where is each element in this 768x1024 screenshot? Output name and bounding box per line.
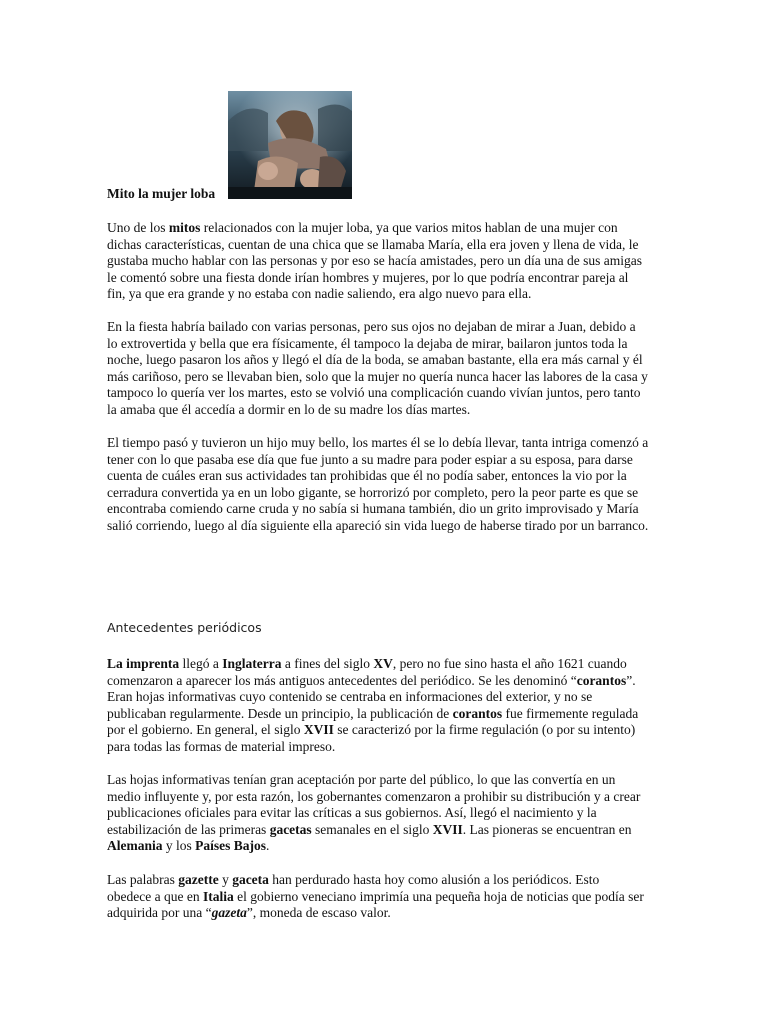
werewolf-woman-photo bbox=[228, 91, 352, 199]
text-run: obedece a que en bbox=[107, 888, 203, 904]
story-paragraph-3 bbox=[107, 435, 667, 535]
text-line bbox=[107, 369, 667, 386]
text-line bbox=[107, 501, 667, 518]
bold-term: gazette bbox=[178, 872, 219, 887]
text-run: la amaba que él accedía a dormir en lo de su madre los días martes. bbox=[107, 401, 471, 417]
section-heading: Antecedentes periódicos bbox=[107, 620, 262, 635]
text-run: Uno de los bbox=[107, 220, 169, 235]
text-line bbox=[107, 237, 667, 254]
text-run: semanales en el siglo bbox=[311, 821, 433, 837]
bold-term: corantos bbox=[576, 672, 627, 688]
text-run: ”. bbox=[626, 672, 636, 688]
text-line bbox=[107, 385, 667, 402]
text-line bbox=[107, 518, 667, 535]
text-run: Las hojas informativas tenían gran aceptación por parte del público, lo que las convertía en un bbox=[107, 772, 616, 787]
bold-term: Alemania bbox=[107, 838, 163, 854]
bold-term: mitos bbox=[168, 220, 201, 235]
text-run: han perdurado hasta hoy como alusión a los periódicos. Esto bbox=[268, 872, 600, 887]
bold-term: XV bbox=[373, 656, 393, 671]
text-run: y los bbox=[162, 838, 196, 854]
text-line bbox=[107, 872, 667, 889]
text-run: Eran hojas informativas cuyo contenido se centraba en informaciones del exterior, y no se bbox=[107, 689, 593, 705]
text-line bbox=[107, 402, 667, 419]
story-paragraph-1 bbox=[107, 220, 667, 303]
bold-term: gaceta bbox=[232, 872, 269, 887]
text-line bbox=[107, 673, 667, 690]
story-title: Mito la mujer loba bbox=[107, 186, 216, 201]
history-paragraph-1 bbox=[107, 656, 667, 756]
text-run: medio influyente y, por esta razón, los gobernantes comenzaron a prohibir su distribución y a crear bbox=[107, 788, 641, 804]
text-line bbox=[107, 772, 667, 789]
bold-term: corantos bbox=[452, 705, 503, 721]
text-run: llegó a bbox=[179, 656, 223, 671]
text-run: . bbox=[266, 838, 270, 854]
text-run: tampoco lo quería ver los martes, esto se volvió una complicación cuando vivían juntos, pero tanto bbox=[107, 385, 641, 401]
text-run: fue firmemente regulada bbox=[502, 705, 639, 721]
text-line bbox=[107, 485, 667, 502]
text-run: En la fiesta habría bailado con varias personas, pero sus ojos no dejaban de mirar a Juan, debido a bbox=[107, 319, 636, 334]
text-line bbox=[107, 722, 667, 739]
text-run: le comentó sobre una fiesta donde irían hombres y mujeres, por lo que podría encontrar pareja al bbox=[107, 269, 629, 285]
text-line bbox=[107, 689, 667, 706]
story-paragraph-2 bbox=[107, 319, 667, 419]
text-run: para todas las formas de material impreso. bbox=[107, 738, 336, 754]
text-line bbox=[107, 253, 667, 270]
text-run: y bbox=[218, 872, 233, 887]
text-run: salió corriendo, luego al día siguiente ella apareció sin vida luego de haberse tirado por un barranco. bbox=[107, 517, 649, 533]
text-run: encontraba comiendo carne cruda y no sabía si humana también, dio un grito improvisado y María bbox=[107, 501, 639, 517]
text-run: lo extrovertida y bella que era físicamente, él tampoco la dejaba de mirar, bailaron juntos toda la bbox=[107, 335, 628, 351]
text-line bbox=[107, 889, 667, 906]
text-line bbox=[107, 739, 667, 756]
text-run: cerradura convertida ya en un lobo gigante, se horrorizó por completo, pero la peor parte es que se bbox=[107, 484, 639, 500]
bold-term: Italia bbox=[202, 888, 234, 904]
text-line bbox=[107, 336, 667, 353]
text-run: estabilización de las primeras bbox=[107, 821, 270, 837]
text-run: , pero no fue sino hasta el año 1621 cuando bbox=[392, 656, 627, 671]
text-line bbox=[107, 435, 667, 452]
text-run: publicaciones oficiales para evitar las críticas a sus gobiernos. Así, llegó el nacimiento y la bbox=[107, 805, 597, 821]
text-run: adquirida por una “ bbox=[107, 905, 212, 921]
text-line bbox=[107, 220, 667, 237]
bold-term: XVII bbox=[303, 722, 334, 738]
text-run: relacionados con la mujer loba, ya que varios mitos hablan de una mujer con bbox=[200, 220, 618, 235]
history-paragraph-3 bbox=[107, 872, 667, 922]
text-run: cuenta de cuáles eran sus actividades tan prohibidas que él no podía saber, entonces la vio por la bbox=[107, 468, 627, 484]
bold-term: Países Bajos bbox=[195, 838, 267, 854]
text-line bbox=[107, 822, 667, 839]
text-line bbox=[107, 789, 667, 806]
text-run: noche, luego pasaron los años y llegó el día de la boda, se amaban bastante, ella era más carnal y él bbox=[107, 352, 643, 368]
history-paragraph-2 bbox=[107, 772, 667, 855]
text-run: por el gobierno. En general, el siglo bbox=[107, 722, 304, 738]
bold-term: gacetas bbox=[269, 821, 312, 837]
photo-illustration bbox=[228, 91, 352, 199]
text-run: a fines del siglo bbox=[281, 656, 374, 671]
text-line bbox=[107, 706, 667, 723]
text-run: se caracterizó por la firme regulación (o por su intento) bbox=[333, 722, 636, 738]
text-line bbox=[107, 838, 667, 855]
text-run: publicaban regularmente. Desde un principio, la publicación de bbox=[107, 705, 453, 721]
text-line bbox=[107, 352, 667, 369]
text-run: . Las pioneras se encuentran en bbox=[462, 821, 632, 837]
text-line bbox=[107, 270, 667, 287]
text-run: el gobierno veneciano imprimía una pequeña hoja de noticias que podía ser bbox=[233, 888, 644, 904]
bold-term: La imprenta bbox=[107, 656, 180, 671]
text-line bbox=[107, 452, 667, 469]
text-run: Las palabras bbox=[107, 872, 179, 887]
text-line bbox=[107, 319, 667, 336]
text-line bbox=[107, 805, 667, 822]
bold-italic-term: gazeta bbox=[211, 905, 247, 921]
text-run: El tiempo pasó y tuvieron un hijo muy bello, los martes él se lo debía llevar, tanta intriga comenzó a bbox=[107, 435, 649, 450]
text-run: ”, moneda de escaso valor. bbox=[246, 905, 391, 921]
text-line bbox=[107, 656, 667, 673]
text-run: fin, ya que era grande y no estaba con nadie saliendo, era algo nuevo para ella. bbox=[107, 286, 532, 302]
text-line bbox=[107, 905, 667, 922]
bold-term: XVII bbox=[432, 821, 463, 837]
text-run: dichas características, cuentan de una chica que se llamaba María, ella era joven y llena de vida, le bbox=[107, 236, 639, 252]
text-run: más cariñoso, pero se llevaban bien, solo que la mujer no quería nunca hacer las labores de la casa y bbox=[107, 368, 648, 384]
text-run: gustaba mucho hablar con las personas y por eso se hacía amistades, pero un día una de sus amigas bbox=[107, 253, 642, 269]
text-line bbox=[107, 286, 667, 303]
text-run: comenzaron a aparecer los más antiguos antecedentes del periódico. Se les denominó “ bbox=[107, 672, 577, 688]
bold-term: Inglaterra bbox=[222, 656, 282, 671]
text-run: tener con lo que pasaba ese día que fue junto a su madre para poder espiar a su esposa, para darse bbox=[107, 451, 633, 467]
text-line bbox=[107, 468, 667, 485]
